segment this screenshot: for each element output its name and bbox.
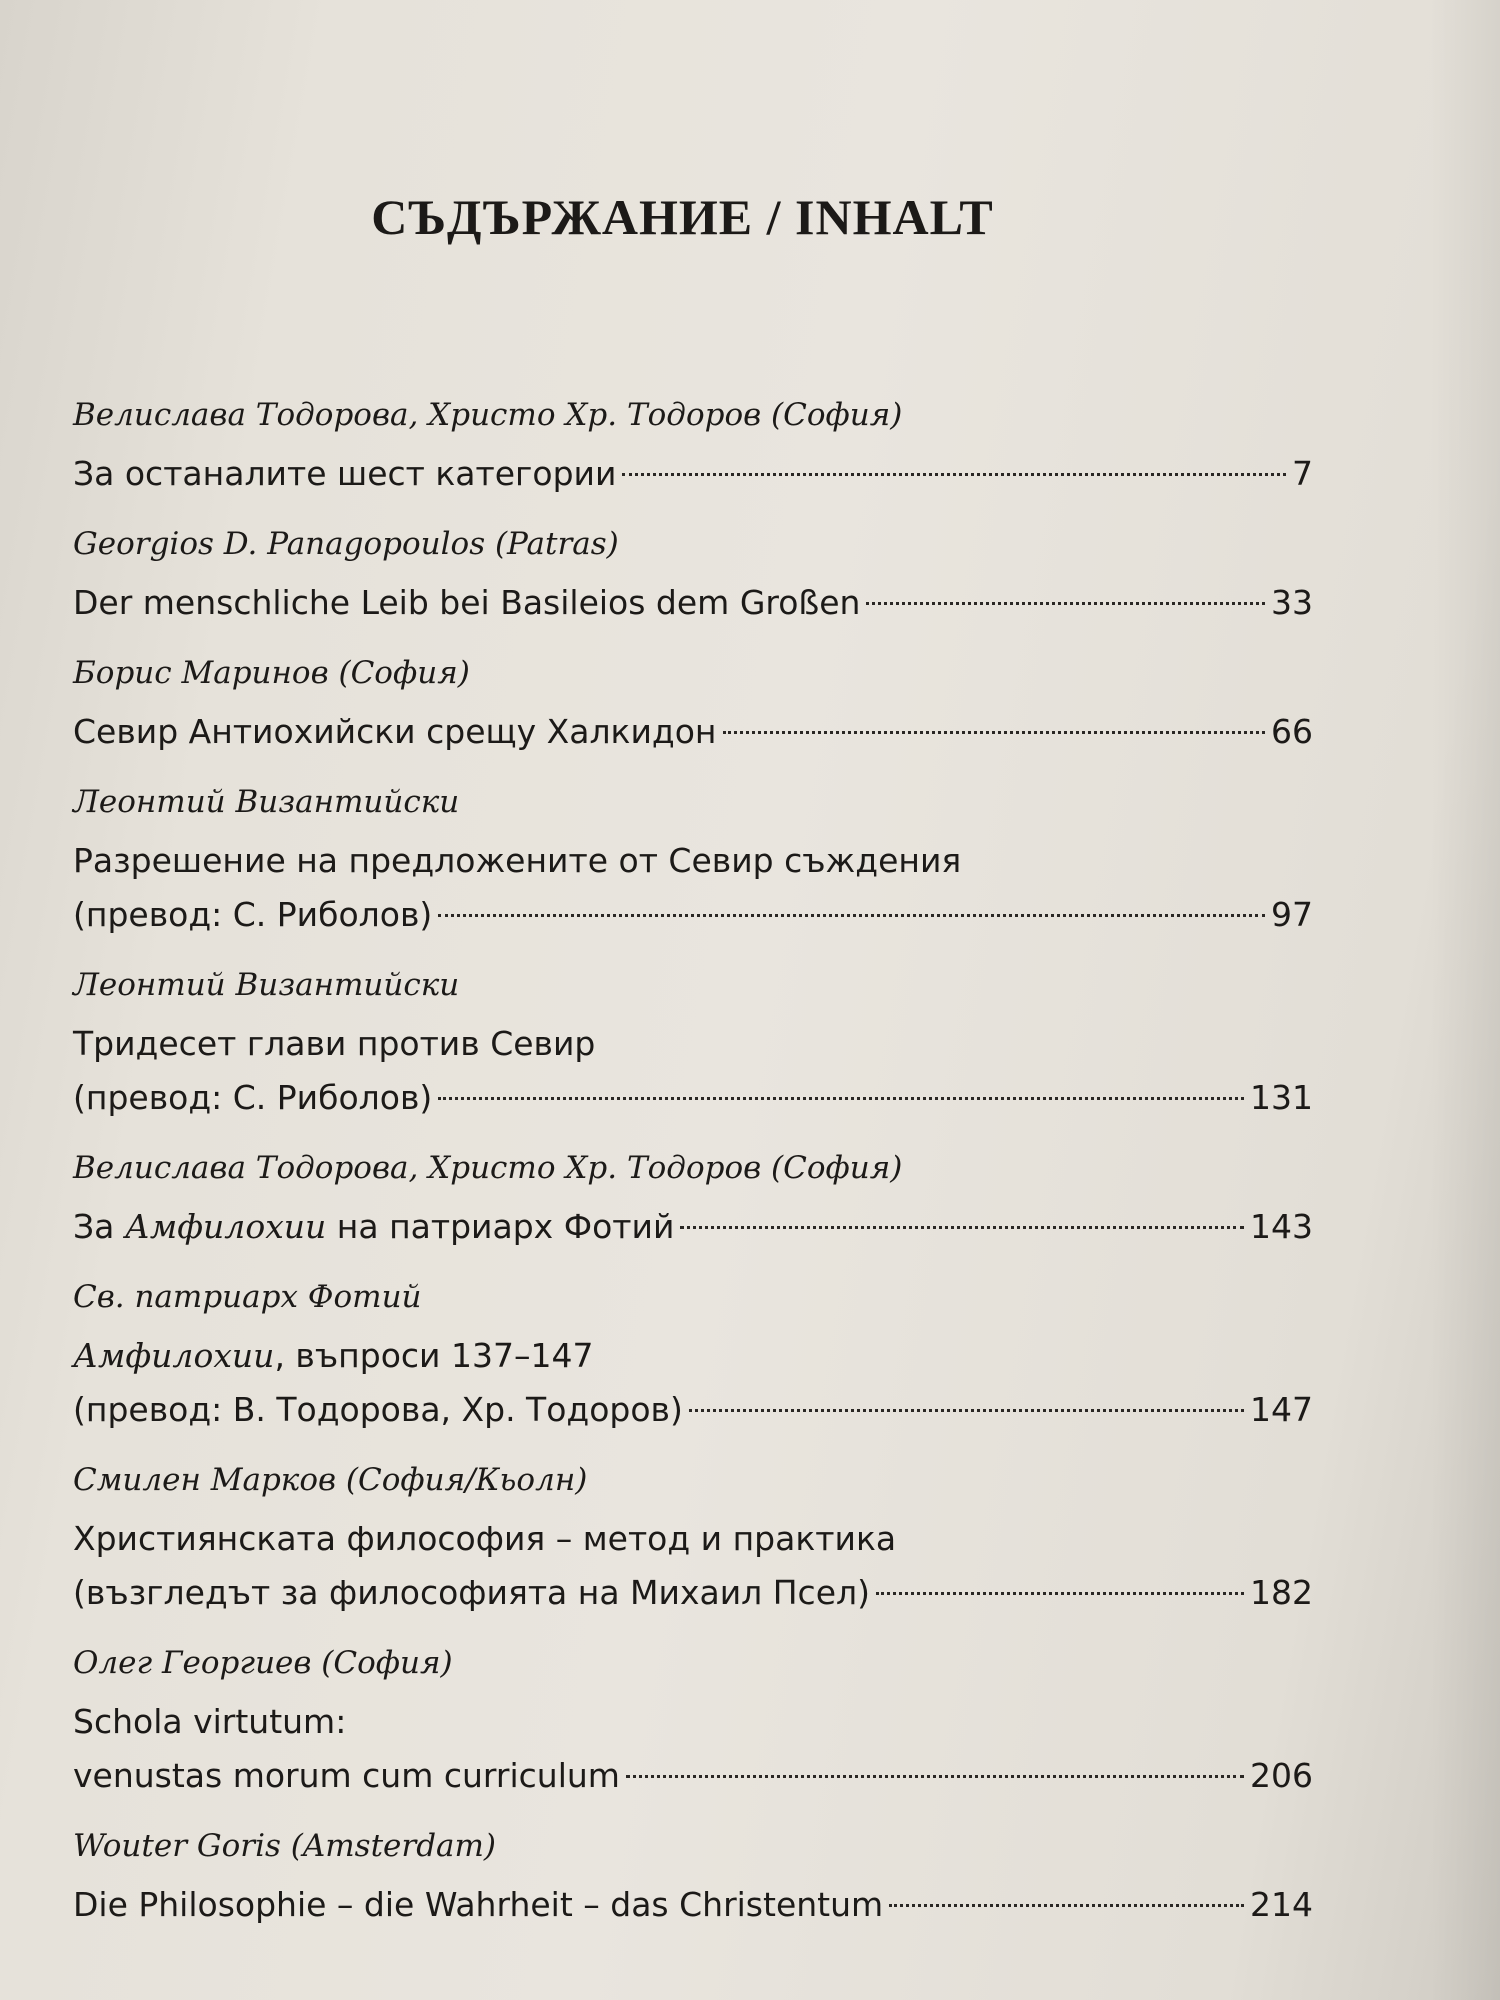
entry-author: Смилен Марков (София/Кьолн) <box>73 1462 588 1498</box>
entry-title: Севир Антиохийски срещу Халкидон <box>73 712 717 751</box>
title-text: За <box>73 1207 125 1246</box>
entry-title-row <box>73 888 1313 942</box>
toc-entry <box>73 1146 1313 1254</box>
page-number: 147 <box>1250 1390 1313 1429</box>
entry-title-continued: (възгледът за философията на Михаил Псел) <box>73 1573 870 1612</box>
dot-leader <box>622 473 1286 476</box>
dot-leader <box>680 1226 1244 1229</box>
entry-author: Олег Георгиев (София) <box>73 1645 453 1681</box>
page-number: 97 <box>1271 895 1313 934</box>
toc-entry <box>73 393 1313 501</box>
entry-title: За останалите шест категории <box>73 454 617 493</box>
entry-title-continued: (превод: С. Риболов) <box>73 895 433 934</box>
title-italic-text: Амфилохии <box>73 1336 275 1375</box>
entry-title: Schola virtutum: <box>73 1702 347 1741</box>
entry-author: Wouter Goris (Amsterdam) <box>73 1828 497 1864</box>
entry-title-row <box>73 1383 1313 1437</box>
title-text: на патриарх Фотий <box>326 1207 675 1246</box>
entry-title: Християнската философия – метод и практика <box>73 1519 897 1558</box>
page-title: СЪДЪРЖАНИЕ / INHALT <box>371 189 994 245</box>
toc-entry <box>73 1641 1313 1803</box>
entry-author: Св. патриарх Фотий <box>73 1279 422 1315</box>
dot-leader <box>866 602 1265 605</box>
entry-title <box>73 1200 674 1254</box>
dot-leader <box>876 1592 1244 1595</box>
page-number: 214 <box>1250 1885 1313 1924</box>
page-number: 182 <box>1250 1573 1313 1612</box>
entry-title <box>73 1329 1313 1383</box>
entry-title-row <box>73 1878 1313 1932</box>
toc-entry <box>73 1824 1313 1932</box>
entry-title: Der menschliche Leib bei Basileios dem Großen <box>73 583 861 622</box>
title-italic-text: Амфилохии <box>124 1207 327 1246</box>
page-edge-shadow <box>1430 0 1500 2000</box>
entry-title-row <box>73 447 1313 501</box>
toc-entry <box>73 780 1313 942</box>
dot-leader <box>689 1409 1244 1412</box>
page-number: 143 <box>1250 1207 1313 1246</box>
page-number: 206 <box>1250 1756 1313 1795</box>
entry-title-row <box>73 1566 1313 1620</box>
toc-entry <box>73 1458 1313 1620</box>
page-number: 7 <box>1292 454 1313 493</box>
dot-leader <box>723 731 1266 734</box>
entry-title-continued: venustas morum cum curriculum <box>73 1756 620 1795</box>
entry-title-row <box>73 1749 1313 1803</box>
entry-title-row <box>73 576 1313 630</box>
table-of-contents <box>73 393 1313 1953</box>
dot-leader <box>438 914 1265 917</box>
toc-entry <box>73 651 1313 759</box>
page-number: 33 <box>1271 583 1313 622</box>
dot-leader <box>438 1097 1244 1100</box>
entry-title-row <box>73 1200 1313 1254</box>
toc-entry <box>73 522 1313 630</box>
entry-author: Борис Маринов (София) <box>73 655 470 691</box>
entry-title-row <box>73 705 1313 759</box>
entry-title: Тридесет глави против Севир <box>73 1024 596 1063</box>
entry-title-row <box>73 1071 1313 1125</box>
entry-author: Леонтий Византийски <box>73 784 460 820</box>
toc-entry <box>73 963 1313 1125</box>
entry-author: Леонтий Византийски <box>73 967 460 1003</box>
entry-title: Разрешение на предложените от Севир съждения <box>73 841 962 880</box>
page-number: 66 <box>1271 712 1313 751</box>
toc-entry <box>73 1275 1313 1437</box>
page-number: 131 <box>1250 1078 1313 1117</box>
dot-leader <box>626 1775 1244 1778</box>
entry-author: Georgios D. Panagopoulos (Patras) <box>73 526 619 562</box>
entry-title-continued: (превод: С. Риболов) <box>73 1078 433 1117</box>
title-text: , въпроси 137–147 <box>274 1336 594 1375</box>
entry-author: Велислава Тодорова, Христо Хр. Тодоров (София) <box>73 397 903 433</box>
dot-leader <box>889 1904 1244 1907</box>
entry-author: Велислава Тодорова, Христо Хр. Тодоров (София) <box>73 1150 903 1186</box>
entry-title: Die Philosophie – die Wahrheit – das Christentum <box>73 1885 884 1924</box>
entry-title-continued: (превод: В. Тодорова, Хр. Тодоров) <box>73 1390 683 1429</box>
